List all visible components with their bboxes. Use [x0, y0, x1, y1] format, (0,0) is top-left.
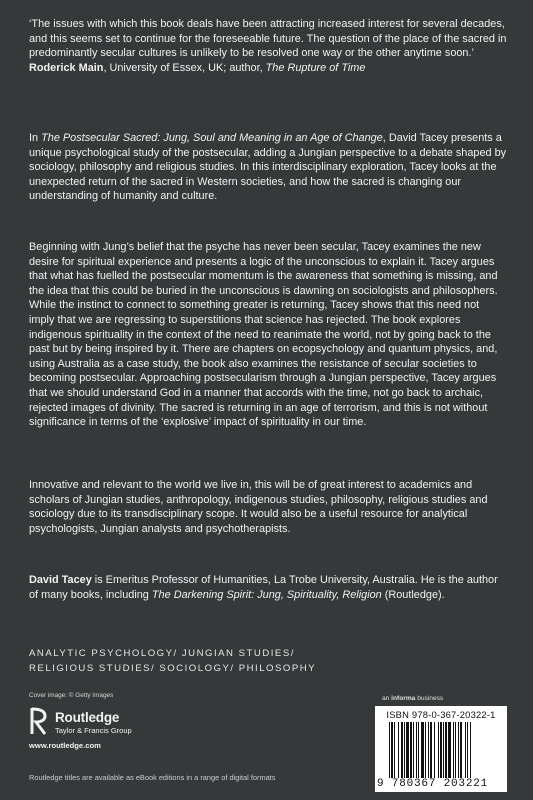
ebook-note: Routledge titles are available as eBook editions in a range of digital formats	[29, 773, 276, 782]
bio-text: is Emeritus Professor of Humanities, La Trobe University, Australia. He is the author of many books, including	[29, 574, 498, 601]
book-title: The Postsecular Sacred: Jung, Soul and Meaning in an Age of Change	[41, 132, 383, 144]
description-paragraph-3: Innovative and relevant to the world we live in, this will be of great interest to academics and scholars of Jungian studies, anthropology, indigenous studies, philosophy, religious studies and sociology due to its transdisciplinary scope. It would also be a useful resource for analytical psychologists, Jungian analysts and psychotherapists.	[29, 479, 488, 535]
p1-rest: , David Tacey presents a unique psychological study of the postsecular, adding a Jungian perspective to a debate shaped by sociology, philosophy and religious studies. In this interdisciplinary exploration, Tacey looks at the unexpected return of the sacred in Western societies, and how the sacred is changing our understanding of humanity and culture.	[29, 132, 507, 203]
subject-line-1: ANALYTIC PSYCHOLOGY/ JUNGIAN STUDIES/	[29, 648, 295, 659]
p1-lead: In	[29, 132, 42, 144]
author-name: David Tacey	[29, 574, 92, 586]
routledge-r-icon	[29, 706, 49, 736]
routledge-logo	[29, 706, 179, 746]
description-paragraph-2: Beginning with Jung’s belief that the psyche has never been secular, Tacey examines the new desire for spiritual experience and presents a logic of the unconscious to explain it. Tacey argues that what has fuelled the postsecular momentum is the awareness that something is missing, and the idea that this could be buried in the unconscious is dawning on sociologists and philosophers. While the instinct to connect to something greater is returning, Tacey shows that this need not imply that we are regressing to superstitions that science has rejected. The book explores indigenous spirituality in the context of the need to reanimate the world, not by going back to the past but by being inspired by it. There are chapters on ecopsychology and quantum physics, and, using Australia as a case study, the book also examines the resistance of secular societies to becoming postsecular. Approaching postsecularism through a Jungian perspective, Tacey argues that we should understand God in a manner that accords with the time, not go back to archaic, rejected images of divinity. The sacred is returning in an age of terrorism, and this is not without significance in terms of the ‘explosive’ impact of spirituality in our time.	[29, 241, 498, 429]
author-bio	[29, 573, 507, 602]
subject-line-2: RELIGIOUS STUDIES/ SOCIOLOGY/ PHILOSOPHY	[29, 663, 317, 674]
cover-image-credit: Cover image: © Getty Images	[29, 692, 114, 699]
informa-pre: an	[382, 695, 392, 702]
publisher-name: Routledge	[55, 710, 120, 725]
publisher-group: Taylor & Francis Group	[55, 726, 132, 735]
quote-text: ‘The issues with which this book deals have been attracting increased interest for several decades, and this seems set to continue for the foreseeable future. The question of the place of the sacred in predominantly secular cultures is unlikely to be resolved one way or the other anytime soon.’	[29, 18, 507, 60]
isbn-number: ISBN 978-0-367-20322-1	[386, 709, 496, 720]
informa-brand: informa	[391, 695, 416, 702]
quote-affiliation: , University of Essex, UK; author,	[103, 61, 266, 74]
informa-post: business	[415, 695, 444, 702]
informa-business-label	[382, 695, 443, 702]
bio-book-title: The Darkening Spirit: Jung, Spirituality, Religion	[151, 588, 382, 601]
publisher-website: www.routledge.com	[29, 741, 101, 750]
bio-end: (Routledge).	[381, 588, 445, 601]
endorsement-quote	[29, 17, 507, 75]
barcode-digits: 9 780367 203221	[377, 778, 489, 790]
barcode-bars-icon	[389, 722, 501, 778]
quote-author: Roderick Main	[29, 61, 104, 74]
description-paragraph-1	[29, 131, 507, 204]
isbn-barcode	[375, 706, 507, 792]
quote-attribution	[29, 61, 507, 76]
quote-author-book: The Rupture of Time	[265, 61, 366, 74]
subject-categories	[29, 646, 316, 676]
